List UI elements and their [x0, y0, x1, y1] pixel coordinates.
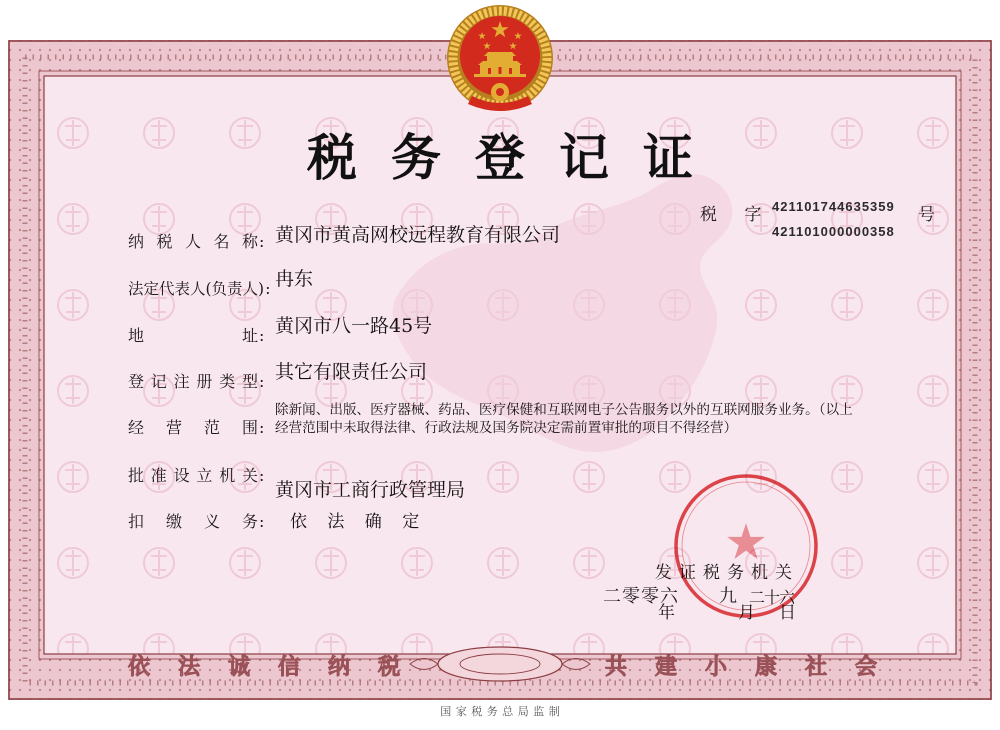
- value-taxpayer-name: 黄冈市黄高网校远程教育有限公司: [275, 224, 561, 246]
- value-withholding-obligation: 依 法 确 定: [290, 512, 420, 532]
- supervised-by-footer: 国家税务总局监制: [440, 705, 565, 718]
- border-slogan-left: 依法诚信纳税: [128, 654, 429, 680]
- label-registration-type: 登 记 注 册 类 型: [128, 372, 258, 391]
- row-taxpayer-name: [128, 232, 271, 252]
- label-taxpayer-name: 纳 税 人 名 称: [128, 232, 258, 251]
- label-legal-representative: 法定代表人(负责人): [128, 280, 265, 298]
- national-emblem-icon: [444, 4, 556, 116]
- row-approving-authority: [128, 466, 271, 486]
- issue-date-month-unit: 月: [738, 603, 755, 623]
- issue-date-day-unit: 日: [779, 603, 796, 623]
- row-registration-type: [128, 372, 271, 392]
- issue-date-day: 二十六: [749, 588, 795, 607]
- label-business-scope: 经 营 范 围: [128, 418, 258, 437]
- label-colon: :: [259, 512, 265, 531]
- value-approving-authority: 黄冈市工商行政管理局: [275, 479, 466, 501]
- label-colon: :: [265, 279, 271, 298]
- value-business-scope: 除新闻、出版、医疗器械、药品、医疗保健和互联网电子公告服务以外的互联网服务业务。（以上经营范围中未取得法律、行政法规及国务院决定需前置审批的项目不得经营）: [275, 402, 853, 436]
- label-colon: :: [259, 326, 265, 345]
- seal-star-icon: [727, 523, 765, 559]
- issue-date-month: 九: [719, 586, 737, 607]
- tax-registration-number-2: 421101000000358: [772, 224, 895, 239]
- border-slogan-right: 共建小康社会: [605, 654, 906, 680]
- tax-registration-number-1: 421101744635359: [772, 199, 895, 214]
- value-registration-type: 其它有限责任公司: [275, 361, 428, 383]
- row-address: [128, 326, 271, 346]
- row-business-scope: [128, 418, 271, 438]
- certificate-title: 税务登记证: [307, 128, 727, 187]
- value-legal-representative: 冉东: [275, 268, 314, 290]
- tax-number-suffix: 号: [918, 205, 935, 225]
- label-address: 地 址: [128, 326, 258, 345]
- issue-date-year-unit: 年: [658, 603, 675, 623]
- label-colon: :: [259, 466, 265, 485]
- tax-number-prefix: 税 字: [700, 205, 762, 225]
- value-address: 黄冈市八一路45号: [275, 315, 433, 337]
- issuing-tax-authority: 发证税务机关: [655, 563, 799, 583]
- row-withholding-obligation: [128, 512, 271, 532]
- gear-icon: [491, 83, 509, 101]
- official-seal-stamp-icon: [671, 471, 821, 621]
- label-withholding-obligation: 扣 缴 义 务: [128, 512, 258, 531]
- issue-date-year: 二零零六: [603, 586, 679, 607]
- label-colon: :: [259, 232, 265, 251]
- row-legal-representative: [128, 279, 277, 299]
- label-approving-authority: 批 准 设 立 机 关: [128, 466, 258, 485]
- label-colon: :: [259, 418, 265, 437]
- label-colon: :: [259, 372, 265, 391]
